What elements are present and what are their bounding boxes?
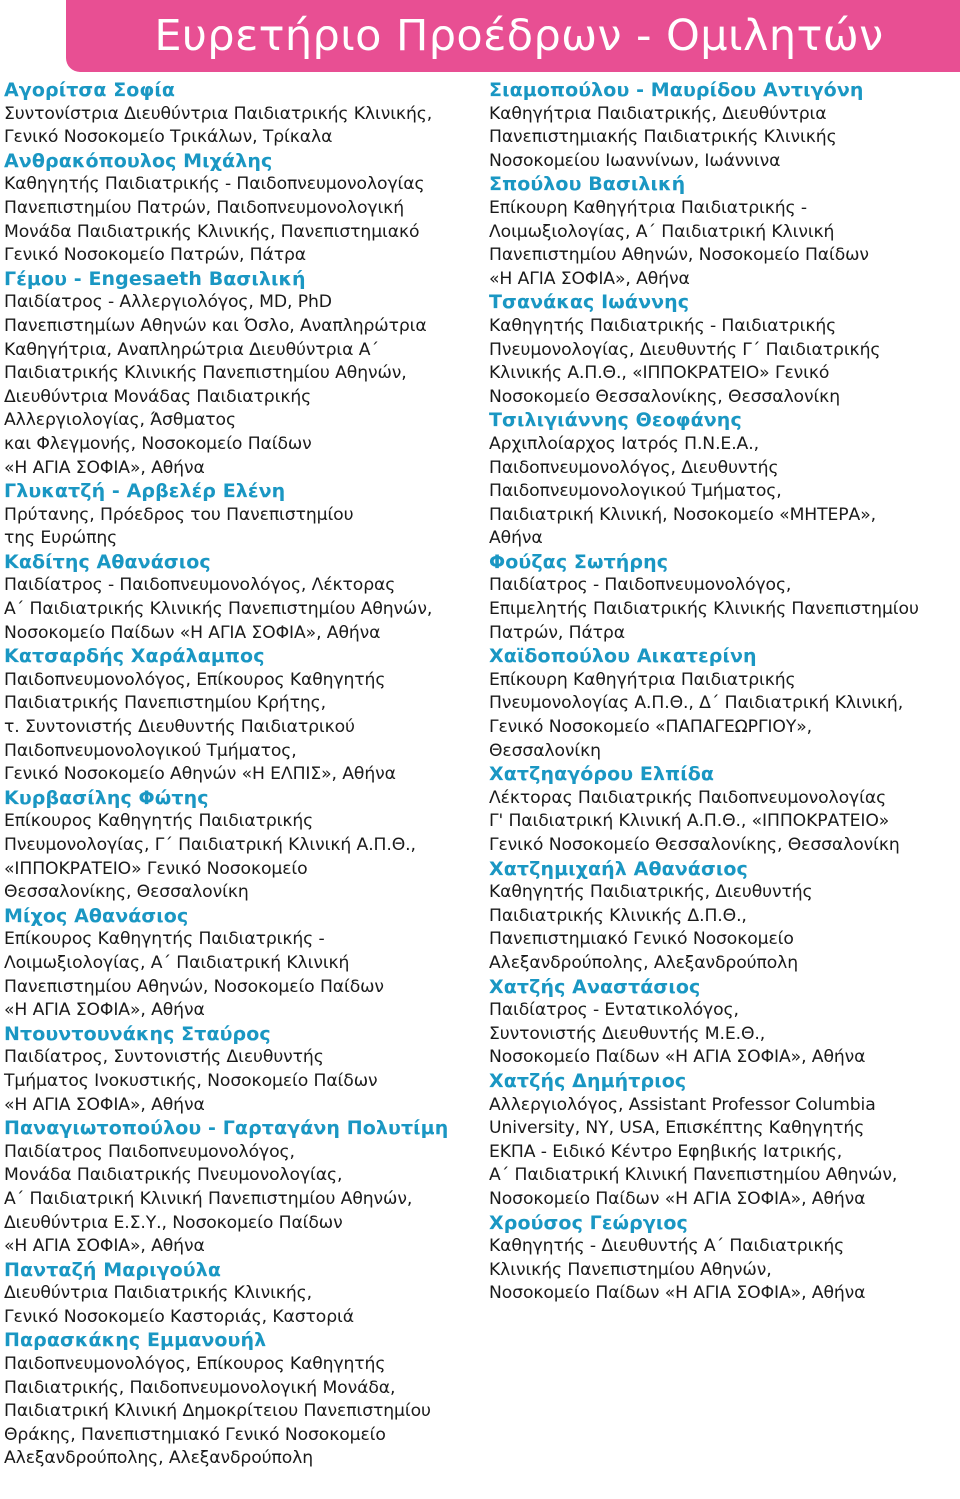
speaker-entry xyxy=(489,1070,957,1212)
speaker-affiliation-line: Νοσοκομείο Παίδων «Η ΑΓΙΑ ΣΟΦΙΑ», Αθήνα xyxy=(489,1047,866,1068)
speaker-affiliation-line: Παιδίατρος - Παιδοπνευμονολόγος, xyxy=(489,575,792,596)
speaker-name: Κατσαρδής Χαράλαμπος xyxy=(4,645,265,668)
speaker-affiliation-line: Πρύτανης, Πρόεδρος του Πανεπιστημίου xyxy=(4,504,354,525)
speaker-affiliation-line: «Η ΑΓΙΑ ΣΟΦΙΑ», Αθήνα xyxy=(4,457,205,478)
speaker-affiliation-line: Νοσοκομείου Ιωαννίνων, Ιωάννινα xyxy=(489,150,781,171)
speaker-affiliation-line: Πνευμονολογίας, Διευθυντής Γ΄ Παιδιατρικής xyxy=(489,339,881,360)
speaker-entry xyxy=(489,551,957,645)
speaker-name: Αγορίτσα Σοφία xyxy=(4,79,176,101)
speaker-affiliation-line: Παιδοπνευμονολόγος, Επίκουρος Καθηγητής xyxy=(4,1354,386,1375)
speaker-entry xyxy=(489,173,957,291)
speaker-affiliation-line: Λοιμωξιολογίας, Α΄ Παιδιατρική Κλινική xyxy=(489,221,835,242)
speaker-entry xyxy=(489,1212,957,1306)
speaker-affiliation-line: Πανεπιστημίου Πατρών, Παιδοπνευμονολογική xyxy=(4,197,404,218)
speaker-affiliation-line: Πανεπιστημιακό Γενικό Νοσοκομείο xyxy=(489,929,794,950)
speaker-affiliation-line: Αρχιπλοίαρχος Ιατρός Π.Ν.Ε.Α., xyxy=(489,433,759,454)
speaker-entry xyxy=(4,1023,478,1117)
speaker-affiliation-line: Γενικό Νοσοκομείο Καστοριάς, Καστοριά xyxy=(4,1306,354,1327)
speaker-affiliation-line: Α΄ Παιδιατρικής Κλινικής Πανεπιστημίου Αθηνών, xyxy=(4,599,433,620)
speaker-affiliation-line: Αλλεργιολογίας, Άσθματος xyxy=(4,410,236,431)
speaker-name: Τσανάκας Ιωάννης xyxy=(489,291,690,314)
speaker-affiliation-line: Παιδοπνευμονολόγος, Διευθυντής xyxy=(489,457,779,478)
speaker-affiliation-line: Παιδιατρικής Πανεπιστημίου Κρήτης, xyxy=(4,693,326,714)
speaker-affiliation-line: Καθηγητής - Διευθυντής Α΄ Παιδιατρικής xyxy=(489,1236,845,1257)
speaker-affiliation-line: Διευθύντρια Μονάδας Παιδιατρικής xyxy=(4,386,312,407)
speaker-name: Πανταζή Μαριγούλα xyxy=(4,1258,222,1281)
speaker-name: Κυρβασίλης Φώτης xyxy=(4,786,209,809)
speaker-name: Τσιλιγιάννης Θεοφάνης xyxy=(489,409,742,432)
speaker-name: Γλυκατζή - Αρβελέρ Ελένη xyxy=(4,480,286,503)
speaker-affiliation-line: Πατρών, Πάτρα xyxy=(489,622,625,643)
speaker-name: Μίχος Αθανάσιος xyxy=(4,904,189,927)
speaker-entry xyxy=(489,409,957,551)
speaker-entry xyxy=(489,976,957,1070)
speaker-entry xyxy=(4,480,478,551)
speaker-name: Παναγιωτοπούλου - Γαρταγάνη Πολυτίμη xyxy=(4,1117,449,1140)
speaker-affiliation-line: Επιμελητής Παιδιατρικής Κλινικής Πανεπιστημίου xyxy=(489,599,919,620)
speaker-affiliation-line: Πανεπιστημιακής Παιδιατρικής Κλινικής xyxy=(489,127,837,148)
speaker-name: Φούζας Σωτήρης xyxy=(489,550,669,573)
speaker-affiliation-line: Γενικό Νοσοκομείο Τρικάλων, Τρίκαλα xyxy=(4,127,333,148)
speaker-affiliation-line: Α΄ Παιδιατρική Κλινική Πανεπιστημίου Αθηνών, xyxy=(489,1165,898,1186)
speaker-name: Ντουντουνάκης Σταύρος xyxy=(4,1022,271,1045)
speaker-entry xyxy=(4,551,478,645)
speaker-name: Χατζηαγόρου Ελπίδα xyxy=(489,763,715,786)
speaker-affiliation-line: Τμήματος Ινοκυστικής, Νοσοκομείο Παίδων xyxy=(4,1070,378,1091)
title-banner xyxy=(66,0,960,72)
speaker-affiliation-line: Αλεξανδρούπολης, Αλεξανδρούπολη xyxy=(4,1448,314,1469)
speaker-affiliation-line: «Η ΑΓΙΑ ΣΟΦΙΑ», Αθήνα xyxy=(4,1236,205,1257)
speaker-affiliation-line: Παιδιατρική Κλινική Δημοκρίτειου Πανεπιστημίου xyxy=(4,1401,431,1422)
speaker-affiliation-line: Λοιμωξιολογίας, Α΄ Παιδιατρική Κλινική xyxy=(4,952,350,973)
speaker-entry xyxy=(4,787,478,905)
speaker-affiliation-line: Γενικό Νοσοκομείο Θεσσαλονίκης, Θεσσαλονίκη xyxy=(489,835,900,855)
speaker-affiliation-line: Κλινικής Πανεπιστημίου Αθηνών, xyxy=(489,1259,772,1280)
speaker-affiliation-line: «Η ΑΓΙΑ ΣΟΦΙΑ», Αθήνα xyxy=(4,1094,205,1115)
speaker-name: Χρούσος Γεώργιος xyxy=(489,1211,688,1234)
speaker-name: Παρασκάκης Εμμανουήλ xyxy=(4,1329,267,1352)
speaker-affiliation-line: της Ευρώπης xyxy=(4,528,118,549)
speaker-name: Χατζής Δημήτριος xyxy=(489,1069,687,1092)
speaker-name: Χατζημιχαήλ Αθανάσιος xyxy=(489,857,748,880)
page-title: Ευρετήριο Προέδρων - Ομιλητών xyxy=(154,11,884,61)
speaker-affiliation-line: Παιδιατρικής Κλινικής Δ.Π.Θ., xyxy=(489,905,747,926)
speaker-entry xyxy=(489,291,957,409)
speaker-entry xyxy=(489,645,957,763)
speaker-affiliation-line: Αλλεργιολόγος, Assistant Professor Columbia xyxy=(489,1094,876,1115)
speaker-affiliation-line: Συντονιστής Διευθυντής Μ.Ε.Θ., xyxy=(489,1023,766,1044)
speaker-affiliation-line: Πανεπιστημίων Αθηνών και Όσλο, Αναπληρώτρια xyxy=(4,315,427,336)
speaker-entry xyxy=(4,1329,478,1471)
speaker-affiliation-line: Γενικό Νοσοκομείο «ΠΑΠΑΓΕΩΡΓΙΟΥ», xyxy=(489,717,813,738)
speaker-affiliation-line: Πνευμονολογίας Α.Π.Θ., Δ΄ Παιδιατρική Κλινική, xyxy=(489,693,904,714)
speaker-affiliation-line: τ. Συντονιστής Διευθυντής Παιδιατρικού xyxy=(4,717,355,738)
speaker-affiliation-line: Καθηγητής Παιδιατρικής, Διευθυντής xyxy=(489,882,813,903)
speaker-affiliation-line: Λέκτορας Παιδιατρικής Παιδοπνευμονολογίας xyxy=(489,787,887,808)
speaker-affiliation-line: Παιδοπνευμονολόγος, Επίκουρος Καθηγητής xyxy=(4,669,386,690)
speaker-affiliation-line: Επίκουρη Καθηγήτρια Παιδιατρικής - xyxy=(489,197,808,218)
right-column xyxy=(489,79,957,1306)
speaker-affiliation-line: Νοσοκομείο Θεσσαλονίκης, Θεσσαλονίκη xyxy=(489,386,840,407)
speaker-affiliation-line: Γενικό Νοσοκομείο Αθηνών «Η ΕΛΠΙΣ», Αθήνα xyxy=(4,764,396,785)
speaker-affiliation-line: Επίκουρη Καθηγήτρια Παιδιατρικής xyxy=(489,669,796,690)
speaker-name: Χατζής Αναστάσιος xyxy=(489,975,701,998)
speaker-affiliation-line: Καθηγητής Παιδιατρικής - Παιδιατρικής xyxy=(489,315,837,336)
speaker-affiliation-line: Παιδιατρική Κλινική, Νοσοκομείο «ΜΗΤΕΡΑ», xyxy=(489,504,876,525)
speaker-entry xyxy=(4,905,478,1023)
speaker-affiliation-line: Διευθύντρια Παιδιατρικής Κλινικής, xyxy=(4,1283,312,1304)
speaker-affiliation-line: Καθηγήτρια Παιδιατρικής, Διευθύντρια xyxy=(489,103,827,124)
speaker-affiliation-line: Παιδοπνευμονολογικού Τμήματος, xyxy=(489,481,782,502)
speaker-affiliation-line: Αθήνα xyxy=(489,528,543,549)
speaker-name: Χαϊδοπούλου Αικατερίνη xyxy=(489,645,757,668)
speaker-affiliation-line: Πνευμονολογίας, Γ΄ Παιδιατρική Κλινική Α.Π.Θ., xyxy=(4,835,416,855)
speaker-entry xyxy=(4,1259,478,1330)
speaker-affiliation-line: Παιδίατρος - Αλλεργιολόγος, MD, PhD xyxy=(4,292,332,313)
speaker-affiliation-line: Γ' Παιδιατρική Κλινική Α.Π.Θ., «ΙΠΠΟΚΡΑΤΕΙΟ» xyxy=(489,811,890,832)
speaker-affiliation-line: ΕΚΠΑ - Ειδικό Κέντρο Εφηβικής Ιατρικής, xyxy=(489,1141,843,1162)
speaker-entry xyxy=(4,150,478,268)
speaker-affiliation-line: «ΙΠΠΟΚΡΑΤΕΙΟ» Γενικό Νοσοκομείο xyxy=(4,858,308,879)
speaker-affiliation-line: Γενικό Νοσοκομείο Πατρών, Πάτρα xyxy=(4,245,307,266)
speaker-name: Σιαμοπούλου - Μαυρίδου Αντιγόνη xyxy=(489,79,864,101)
speaker-affiliation-line: Θράκης, Πανεπιστημιακό Γενικό Νοσοκομείο xyxy=(4,1424,386,1445)
left-column xyxy=(4,79,478,1471)
speaker-entry xyxy=(489,79,957,173)
speaker-affiliation-line: Μονάδα Παιδιατρικής Κλινικής, Πανεπιστημιακό xyxy=(4,221,420,242)
speaker-affiliation-line: και Φλεγμονής, Νοσοκομείο Παίδων xyxy=(4,433,312,454)
speaker-entry xyxy=(4,79,478,150)
speaker-affiliation-line: Πανεπιστημίου Αθηνών, Νοσοκομείο Παίδων xyxy=(489,245,869,266)
speaker-affiliation-line: Παιδίατρος - Εντατικολόγος, xyxy=(489,1000,739,1021)
speaker-affiliation-line: Κλινικής Α.Π.Θ., «ΙΠΠΟΚΡΑΤΕΙΟ» Γενικό xyxy=(489,363,830,384)
speaker-name: Ανθρακόπουλος Μιχάλης xyxy=(4,149,273,172)
speaker-entry xyxy=(489,858,957,976)
speaker-affiliation-line: Επίκουρος Καθηγητής Παιδιατρικής - xyxy=(4,929,325,950)
speaker-affiliation-line: Νοσοκομείο Παίδων «Η ΑΓΙΑ ΣΟΦΙΑ», Αθήνα xyxy=(489,1188,866,1209)
speaker-affiliation-line: University, NY, USA, Επισκέπτης Καθηγητής xyxy=(489,1118,865,1139)
speaker-affiliation-line: Θεσσαλονίκης, Θεσσαλονίκη xyxy=(4,882,249,903)
speaker-affiliation-line: Επίκουρος Καθηγητής Παιδιατρικής xyxy=(4,811,314,832)
speaker-name: Γέμου - Engesaeth Βασιλική xyxy=(4,267,306,290)
speaker-affiliation-line: Α΄ Παιδιατρική Κλινική Πανεπιστημίου Αθηνών, xyxy=(4,1188,413,1209)
speaker-affiliation-line: Παιδίατρος Παιδοπνευμονολόγος, xyxy=(4,1141,295,1162)
speaker-affiliation-line: Μονάδα Παιδιατρικής Πνευμονολογίας, xyxy=(4,1165,343,1186)
speaker-affiliation-line: Νοσοκομείο Παίδων «Η ΑΓΙΑ ΣΟΦΙΑ», Αθήνα xyxy=(489,1283,866,1304)
speaker-affiliation-line: «Η ΑΓΙΑ ΣΟΦΙΑ», Αθήνα xyxy=(4,1000,205,1021)
speaker-affiliation-line: Θεσσαλονίκη xyxy=(489,740,601,761)
speaker-affiliation-line: Παιδοπνευμονολογικού Τμήματος, xyxy=(4,740,297,761)
speaker-name: Καδίτης Αθανάσιος xyxy=(4,550,211,573)
speaker-affiliation-line: Καθηγήτρια, Αναπληρώτρια Διευθύντρια Α΄ xyxy=(4,339,379,360)
speaker-affiliation-line: Παιδιατρικής Κλινικής Πανεπιστημίου Αθηνών, xyxy=(4,363,407,384)
speaker-affiliation-line: Παιδίατρος - Παιδοπνευμονολόγος, Λέκτορας xyxy=(4,575,396,596)
speaker-affiliation-line: «Η ΑΓΙΑ ΣΟΦΙΑ», Αθήνα xyxy=(489,268,690,289)
speaker-affiliation-line: Πανεπιστημίου Αθηνών, Νοσοκομείο Παίδων xyxy=(4,976,384,997)
speaker-affiliation-line: Αλεξανδρούπολης, Αλεξανδρούπολη xyxy=(489,952,799,973)
speaker-entry xyxy=(489,763,957,857)
speaker-entry xyxy=(4,1117,478,1259)
speaker-affiliation-line: Διευθύντρια Ε.Σ.Υ., Νοσοκομείο Παίδων xyxy=(4,1212,343,1233)
speaker-name: Σπούλου Βασιλική xyxy=(489,173,686,196)
speaker-entry xyxy=(4,268,478,480)
speaker-affiliation-line: Συντονίστρια Διευθύντρια Παιδιατρικής Κλινικής, xyxy=(4,103,433,124)
speaker-affiliation-line: Καθηγητής Παιδιατρικής - Παιδοπνευμονολογίας xyxy=(4,174,425,195)
speaker-affiliation-line: Παιδιατρικής, Παιδοπνευμονολογική Μονάδα, xyxy=(4,1377,396,1398)
speaker-affiliation-line: Νοσοκομείο Παίδων «Η ΑΓΙΑ ΣΟΦΙΑ», Αθήνα xyxy=(4,622,381,643)
speaker-entry xyxy=(4,645,478,787)
speaker-affiliation-line: Παιδίατρος, Συντονιστής Διευθυντής xyxy=(4,1047,324,1068)
